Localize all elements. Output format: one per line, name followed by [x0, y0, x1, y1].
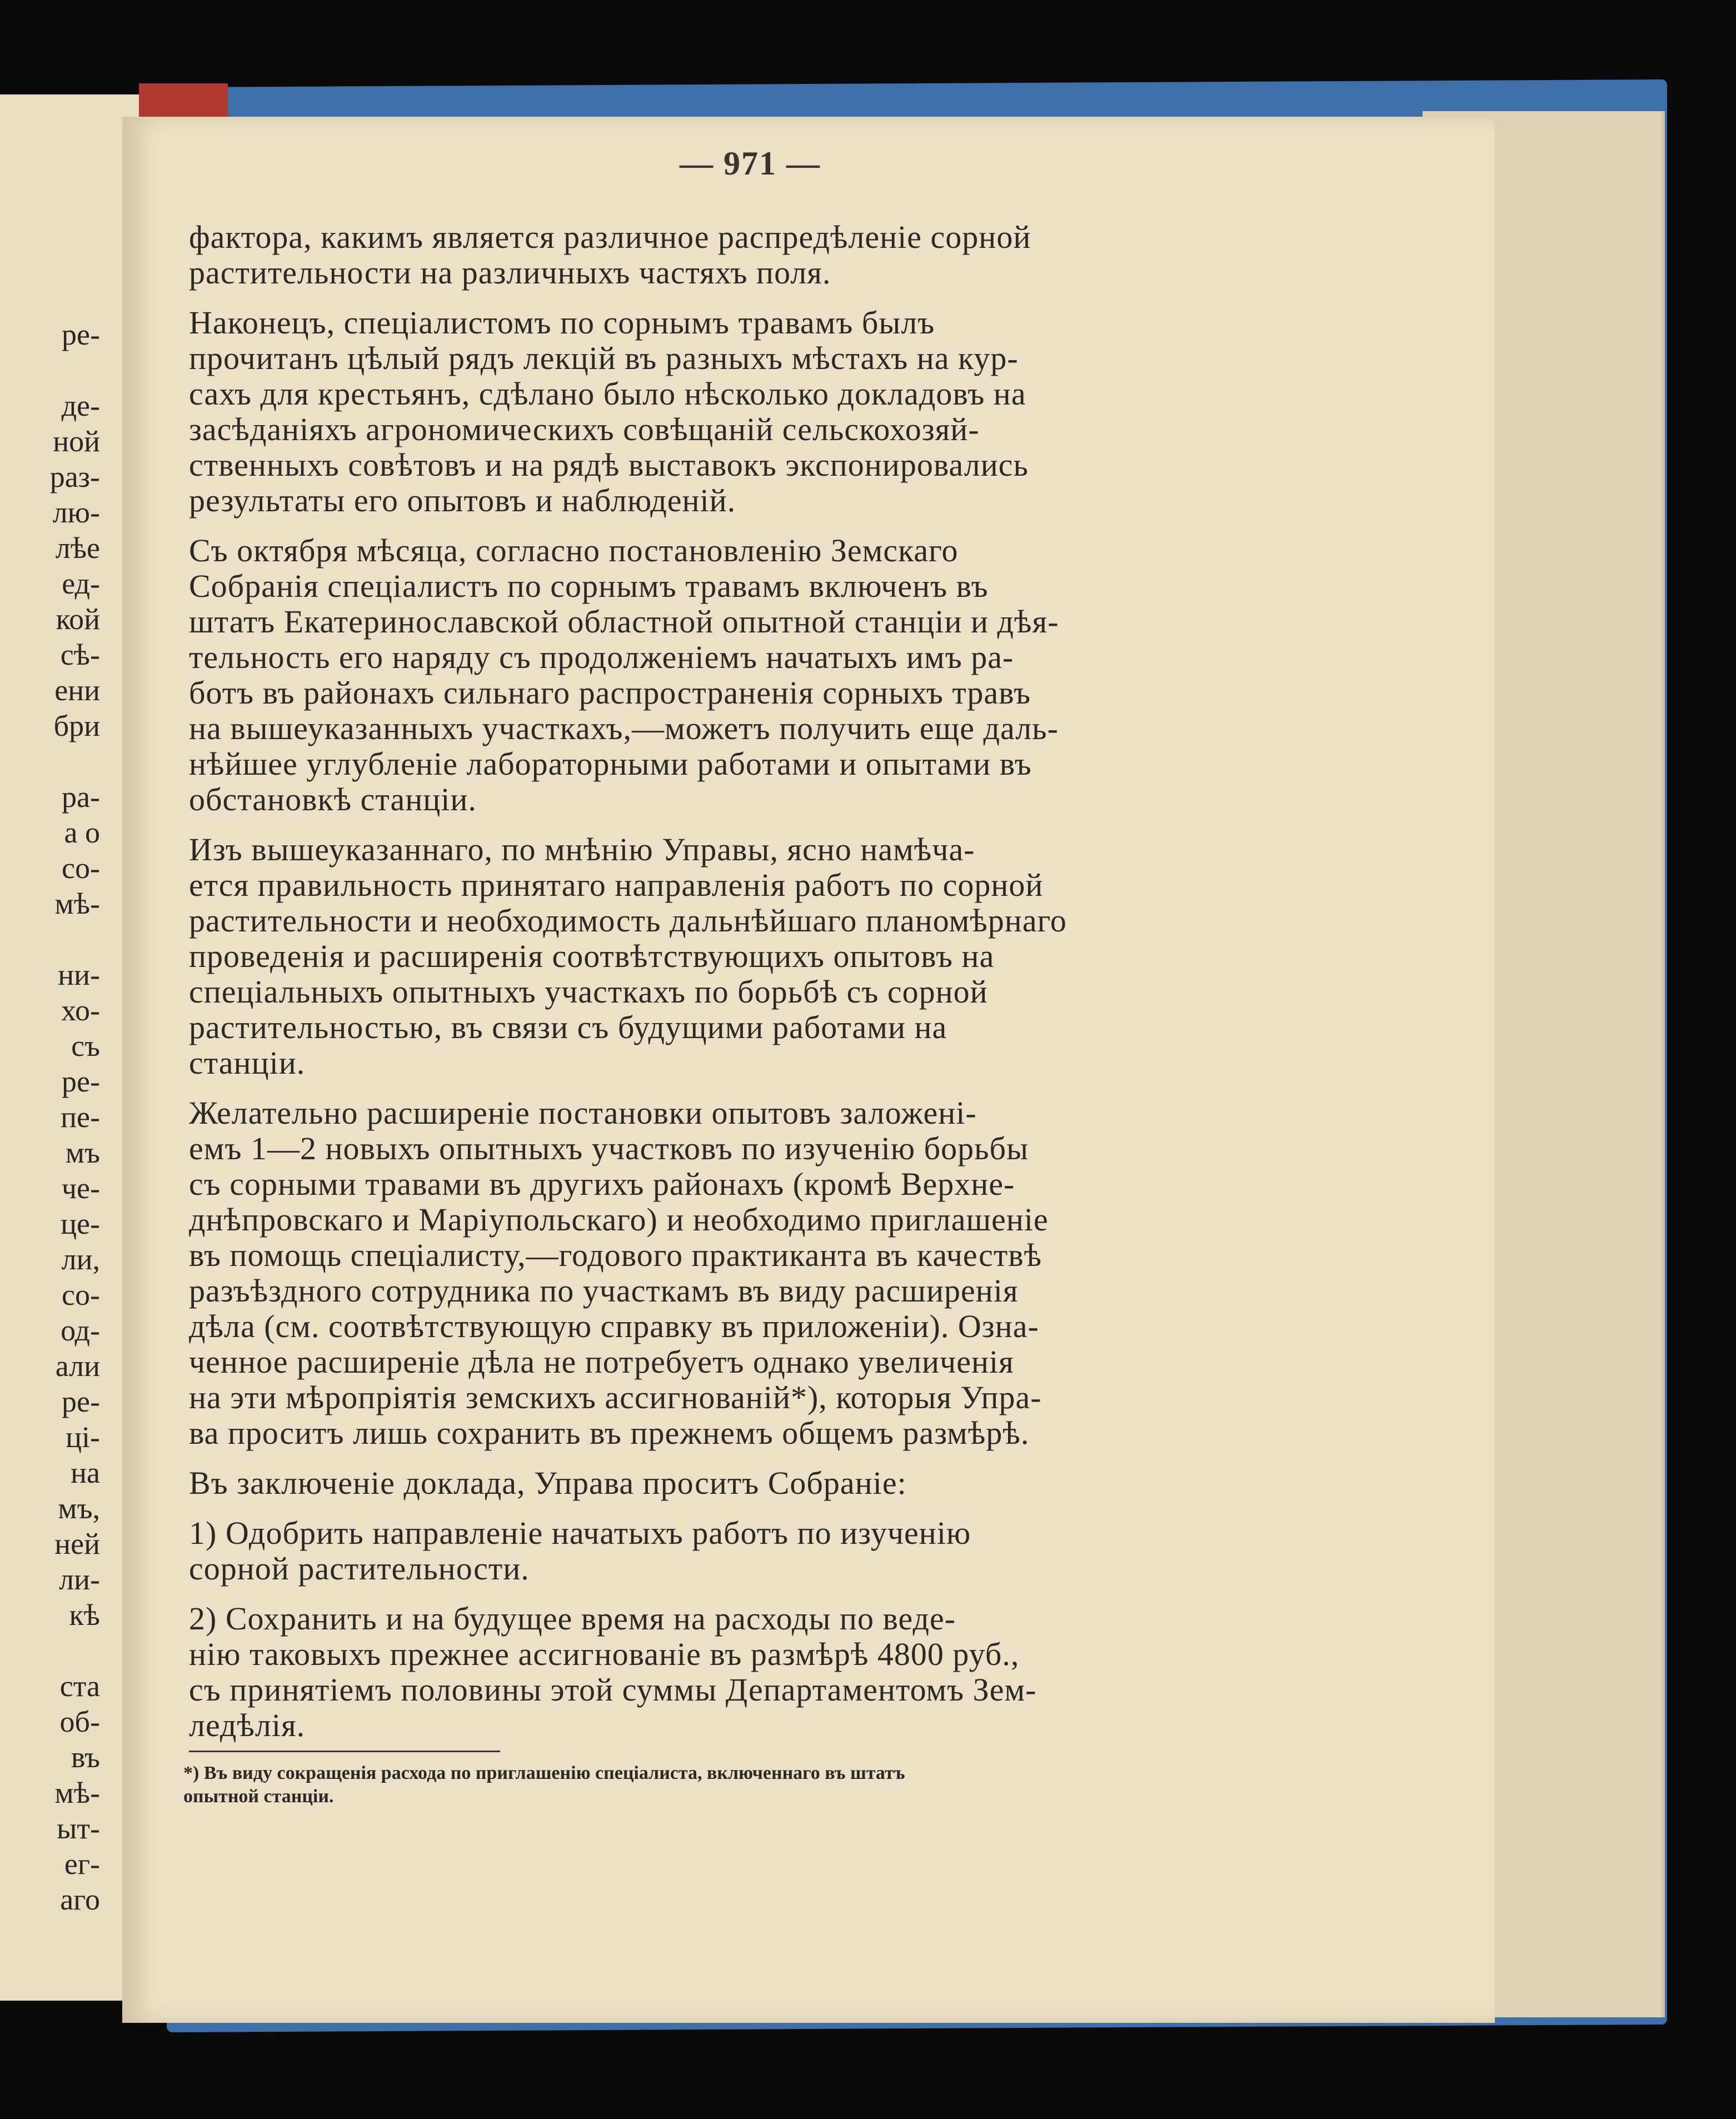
- left-page-fragment: со-: [62, 851, 100, 885]
- left-page-fragment: ли,: [61, 1243, 100, 1276]
- left-page-fragment: ре-: [62, 1065, 100, 1098]
- paragraph: фактора, какимъ является различное распредѣленіе сорной растительности на различныхъ частяхъ поля.: [189, 219, 1031, 291]
- left-page-fragment: кой: [56, 602, 100, 636]
- paragraph: Желательно расширеніе постановки опытовъ заложені- емъ 1—2 новыхъ опытныхъ участковъ по изученію борьбы съ сорными травами въ другихъ районахъ (кромѣ Верхне- днѣпровскаго и Маріупольскаго) и необходимо приглашеніе въ помощь спеціалисту,—годового практиканта въ качествѣ разъѣздного сотрудника по участкамъ въ виду расширенія дѣла (см. соотвѣтствующую справку въ приложеніи). Озна- ченное расширеніе дѣла не потребуетъ однако увеличенія на эти мѣропріятія земскихъ ассигнованій*), которыя Упра- ва проситъ лишь сохранить въ прежнемъ общемъ размѣрѣ.: [189, 1095, 1049, 1451]
- left-page-fragment: на: [71, 1456, 100, 1489]
- left-page-fragment: [0, 352, 100, 388]
- left-page-fragment: [0, 921, 100, 957]
- left-page-fragment: ли-: [59, 1563, 100, 1596]
- left-page-fragment: че-: [61, 1171, 100, 1205]
- left-page-fragment: ней: [54, 1527, 100, 1560]
- left-page-fragment: раз-: [49, 460, 100, 493]
- paragraph: Съ октября мѣсяца, согласно постановленію Земскаго Собранія спеціалистъ по сорнымъ травамъ включенъ въ штатъ Екатеринославской областной опытной станціи и дѣя- тельность его наряду съ продолженіемъ начатыхъ имъ ра- ботъ въ районахъ сильнаго распространенія сорныхъ травъ на вышеуказанныхъ участкахъ,—можетъ получить еще даль- нѣйшее углубленіе лабораторными работами и опытами въ обстановкѣ станціи.: [189, 532, 1059, 817]
- left-page-fragment: сѣ-: [60, 638, 100, 671]
- body-text: [189, 220, 1295, 1758]
- left-page-fragment: ед-: [62, 567, 100, 600]
- left-page-fragment: въ: [71, 1741, 100, 1774]
- left-page-fragment: хо-: [61, 994, 100, 1027]
- paragraph: Наконецъ, спеціалистомъ по сорнымъ травамъ былъ прочитанъ цѣлый рядъ лекцій въ разныхъ мѣстахъ на кур- сахъ для крестьянъ, сдѣлано было нѣсколько докладовъ на засѣданіяхъ агрономическихъ совѣщаній сельскохозяй- ственныхъ совѣтовъ и на рядѣ выставокъ экспонировались результаты его опытовъ и наблюденій.: [189, 305, 1029, 518]
- left-page: [0, 94, 139, 2001]
- left-page-fragment: лѣе: [55, 531, 100, 565]
- left-page-fragment: ыт-: [57, 1812, 100, 1845]
- left-page-fragment: ре-: [62, 1385, 100, 1418]
- left-page-fragment: мѣ-: [54, 887, 100, 920]
- left-page-fragment: ре-: [62, 318, 100, 351]
- left-page-fragment: це-: [61, 1207, 100, 1240]
- paragraph: Изъ вышеуказаннаго, по мнѣнію Управы, ясно намѣча- ется правильность принятаго направленія работъ по сорной растительности и необходимость дальнѣйшаго планомѣрнаго проведенія и расширенія соотвѣтствующихъ опытовъ на спеціальныхъ опытныхъ участкахъ по борьбѣ съ сорной растительностью, въ связи съ будущими работами на станціи.: [189, 831, 1067, 1081]
- left-page-fragment: ег-: [64, 1847, 100, 1881]
- left-page-fragment: кѣ: [69, 1598, 100, 1632]
- left-page-fragment: со-: [62, 1278, 100, 1312]
- left-page-fragment: а о: [64, 816, 100, 849]
- left-page-fragment: де-: [61, 389, 100, 422]
- left-page-fragment: пе-: [61, 1100, 100, 1134]
- left-page-fragment: ной: [53, 425, 100, 458]
- footnote: *) Въ виду сокращенія расхода по приглашенію спеціалиста, включеннаго въ штатъ опытной станціи.: [183, 1763, 905, 1807]
- left-page-fragment: ра-: [62, 780, 100, 814]
- left-page-fragment: ени: [54, 674, 100, 707]
- left-page-fragment: ни-: [58, 958, 100, 991]
- left-page-fragment: мъ,: [58, 1492, 100, 1525]
- left-page-fragment: [0, 744, 100, 779]
- left-page-fragment: аго: [60, 1883, 100, 1916]
- left-page-text-fragments: [0, 317, 100, 1917]
- left-page-fragment: од-: [61, 1314, 100, 1347]
- left-page-fragment: об-: [59, 1705, 100, 1738]
- footnote-rule: [189, 1751, 500, 1752]
- left-page-fragment: ці-: [66, 1420, 100, 1454]
- paragraph: 2) Сохранить и на будущее время на расходы по веде- нію таковыхъ прежнее ассигнованіе въ размѣрѣ 4800 руб., съ принятіемъ половины этой суммы Департаментомъ Зем- ледѣлія.: [189, 1601, 1037, 1743]
- paragraph: 1) Одобрить направленіе начатыхъ работъ по изученію сорной растительности.: [189, 1515, 971, 1587]
- left-page-fragment: али: [55, 1349, 100, 1383]
- left-page-fragment: ста: [59, 1669, 100, 1703]
- left-page-fragment: мѣ-: [54, 1776, 100, 1809]
- paragraph: Въ заключеніе доклада, Управа проситъ Собраніе:: [189, 1465, 907, 1501]
- left-page-fragment: [0, 1633, 100, 1668]
- left-page-fragment: бри: [53, 709, 100, 742]
- page-number: — 971 —: [680, 145, 821, 182]
- left-page-fragment: лю-: [52, 496, 100, 529]
- left-page-fragment: мъ: [65, 1136, 100, 1169]
- left-page-fragment: съ: [71, 1029, 100, 1063]
